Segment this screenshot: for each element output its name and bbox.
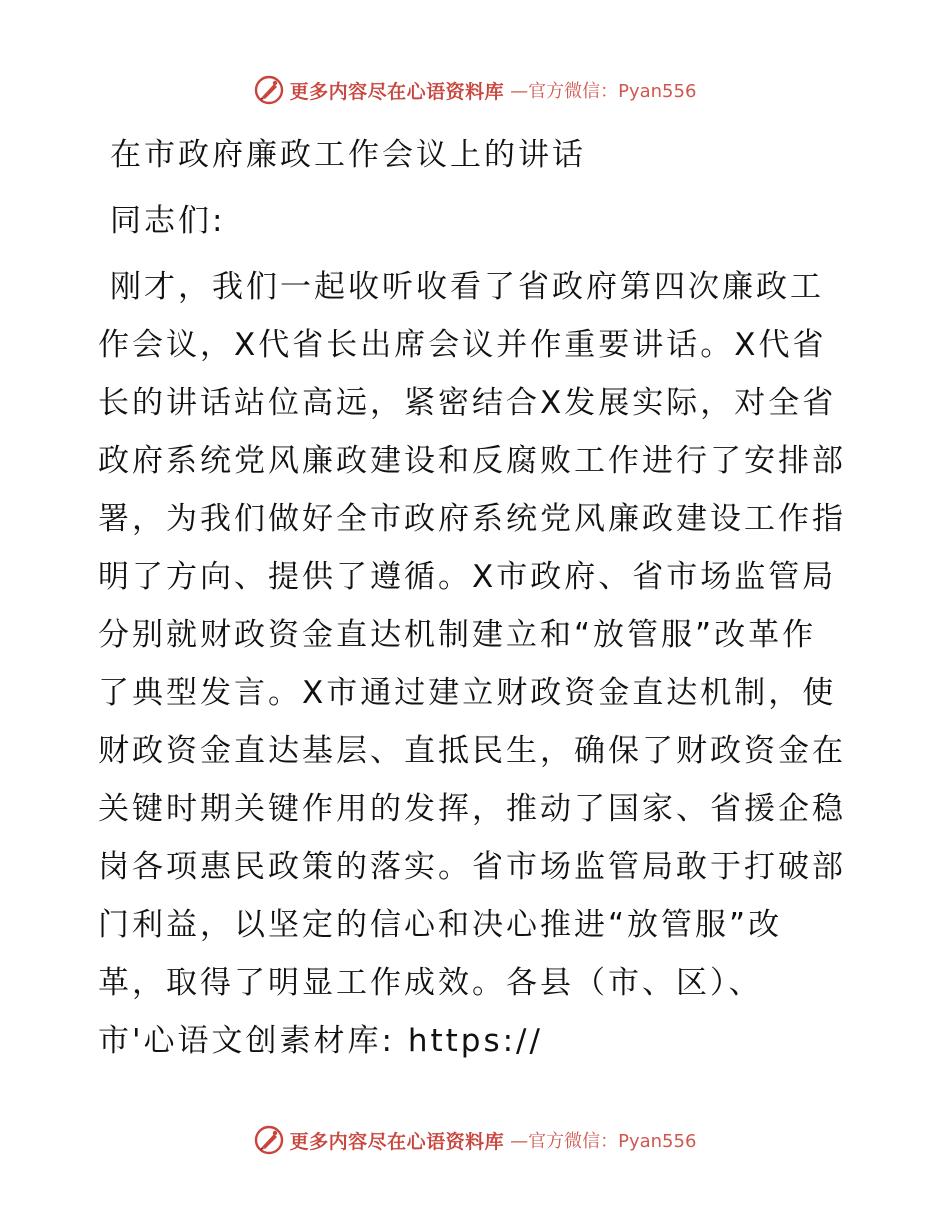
footer-watermark-banner [0,1120,950,1160]
paragraph-line: 作会议，X代省长出席会议并作重要讲话。X代省 [98,327,827,363]
paragraph-line: 门利益，以坚定的信心和决心推进“放管服”改 [98,907,783,943]
quill-pen-logo-icon [254,75,284,105]
paragraph-line: 关键时期关键作用的发挥，推动了国家、省援企稳 [98,791,846,827]
paragraph-line: 明了方向、提供了遵循。X市政府、省市场监管局 [98,559,837,595]
quill-pen-logo-icon [254,1125,284,1155]
paragraph-line: 分别就财政资金直达机制建立和“放管服”改革作 [98,617,817,653]
document-body [98,126,868,1070]
paragraph-line: 财政资金直达基层、直抵民生，确保了财政资金在 [98,733,846,769]
header-watermark-banner [0,70,950,110]
paragraph-line: 署，为我们做好全市政府系统党风廉政建设工作指 [98,501,846,537]
document-title: 在市政府廉政工作会议上的讲话 [110,137,586,173]
paragraph-line: 长的讲话站位高远，紧密结合X发展实际，对全省 [98,385,837,421]
document-greeting: 同志们: [110,203,226,239]
footer-banner-text: 更多内容尽在心语资料库 [289,1130,505,1153]
paragraph-line: 政府系统党风廉政建设和反腐败工作进行了安排部 [98,443,846,479]
footer-banner-wechat: —官方微信：Pyan556 [510,1131,697,1152]
header-banner-text: 更多内容尽在心语资料库 [289,80,505,103]
paragraph-line: 了典型发言。X市通过建立财政资金直达机制，使 [98,675,837,711]
header-banner-wechat: —官方微信：Pyan556 [510,81,697,102]
paragraph-line: 岗各项惠民政策的落实。省市场监管局敢于打破部 [98,849,846,885]
paragraph-line: 刚才，我们一起收听收看了省政府第四次廉政工 [110,269,824,305]
paragraph-line: 革，取得了明显工作成效。各县（市、区）、 [98,965,763,1001]
paragraph-line: 市'心语文创素材库: https:// [98,1023,543,1059]
